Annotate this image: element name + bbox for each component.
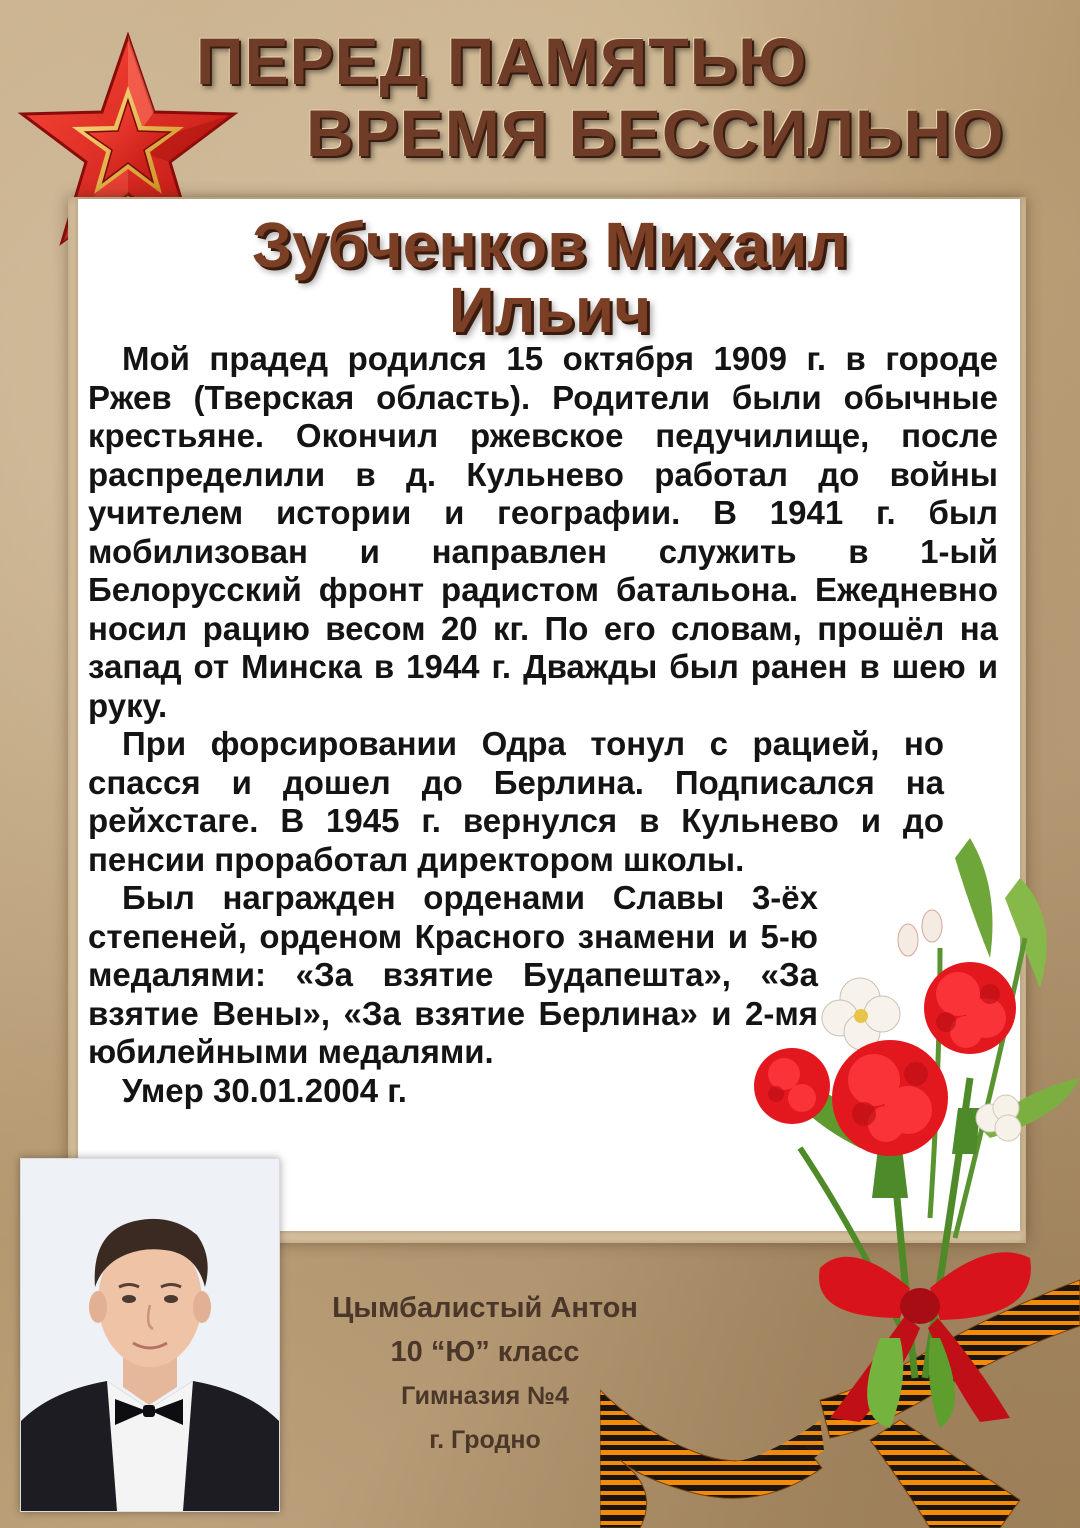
headline-line-1: ПЕРЕД ПАМЯТЬЮ [196,24,808,98]
person-name-line-1: Зубченков Михаил [251,209,849,281]
headline-line-2: ВРЕМЯ БЕССИЛЬНО [306,96,1005,170]
author-name: Цымбалистый Антон [332,1292,638,1324]
biography-paragraph-4: Умер 30.01.2004 г. [122,1071,407,1109]
carnation-bouquet [740,818,1080,1428]
author-school: Гимназия №4 [401,1382,569,1410]
author-city: г. Гродно [429,1426,541,1454]
biography-paragraph-2: При форсировании Одра тонул с рацией, но спасся и дошел до Берлина. Подписался на рейхстаге. В 1945 г. вернулся в Кульнево и до пенсии проработал директором школы. [88,725,944,878]
author-class: 10 “Ю” класс [390,1336,580,1368]
author-photo [20,1158,280,1512]
biography-paragraph-3: Был награжден орденами Славы 3-ёх степеней, орденом Красного знамени и 5-ю медалями: «За взятие Будапешта», «За взятие Вены», «За взятие Берлина» и 2-мя юбилейными медалями. [88,879,818,1070]
biography-paragraph-1: Мой прадед родился 15 октября 1909 г. в городе Ржев (Тверская область). Родители были обычные крестьяне. Окончил ржевское педучилище, после распределили в д. Кульнево работал до войны учителем истории и географии. В 1941 г. был мобилизован и направлен служить в 1-ый Белорусский фронт радистом батальона. Ежедневно носил рацию весом 20 кг. По его словам, прошёл на запад от Минска в 1944 г. Дважды был ранен в шею и руку. [88,340,998,724]
person-name-line-2: Ильич [448,274,652,346]
